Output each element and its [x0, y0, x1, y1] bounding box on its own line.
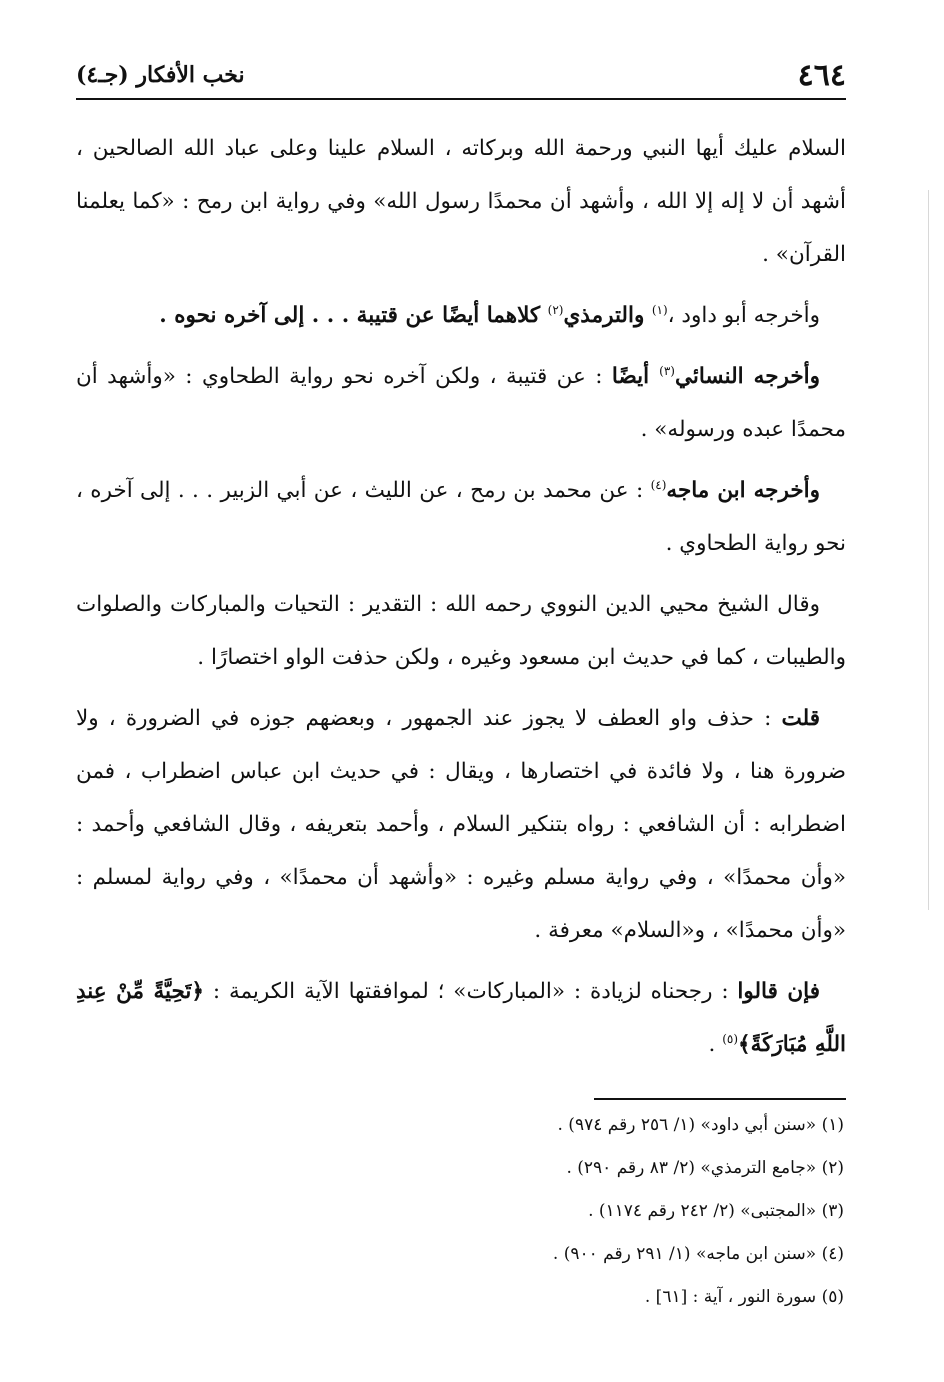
paragraph [76, 350, 846, 456]
footnote-ref: (٢) [547, 302, 564, 317]
bold-text: ﴿تَحِيَّةً مِّنْ عِندِ اللَّهِ مُبَارَكَةً﴾ [76, 979, 846, 1057]
footnote-ref: (٥) [722, 1031, 739, 1046]
footnotes [76, 1098, 846, 1319]
bold-text: وأخرجه ابن ماجه [666, 478, 820, 503]
page-number: ٤٦٤ [797, 57, 846, 93]
footnote-item: (١) «سنن أبي داود» (١/ ٢٥٦ رقم ٩٧٤) . [557, 1115, 844, 1135]
bold-text: كلاهما أيضًا عن قتيبة . . . إلى آخره نحوه . [159, 303, 548, 328]
footnote-ref: (٣) [659, 363, 675, 378]
text-run: : رجحناه لزيادة : «المباركات» ؛ لموافقتها الآية الكريمة : [203, 979, 738, 1004]
text-run: وأخرجه أبو داود ، [667, 303, 820, 328]
main-text [76, 122, 846, 1079]
bold-text: والترمذي [563, 303, 652, 328]
page-header [76, 52, 846, 100]
bold-text: أيضًا [611, 364, 660, 389]
scan-edge-line [928, 190, 929, 910]
text-run: : حذف واو العطف لا يجوز عند الجمهور ، وبعضهم جوزه في الضرورة ، ولا ضرورة هنا ، ولا فائدة في اختصارها ، ويقال : في حديث ابن عباس اضطراب ، فمن اضطرابه : أن الشافعي : رواه بتنكير السلام ، وأحمد بتعريفه ، وقال الشافعي وأحمد : «وأن محمدًا» ، وفي رواية مسلم وغيره : «وأشهد أن محمدًا» ، وفي رواية لمسلم : «وأن محمدًا» ، و«السلام» معرفة . [76, 706, 846, 943]
bold-text: فإن قالوا [737, 979, 821, 1004]
paragraph [76, 464, 846, 570]
footnote-item: (٥) سورة النور ، آية : [٦١] . [644, 1287, 844, 1307]
paragraph [76, 122, 846, 281]
paragraph [76, 965, 846, 1071]
footnote-ref: (٤) [650, 477, 667, 492]
bold-text: وأخرجه النسائي [674, 364, 820, 389]
running-title: نخب الأفكار (جـ٤) [76, 62, 245, 88]
text-run: . [708, 1032, 723, 1057]
footnote-separator [594, 1098, 846, 1100]
text-run: : عن قتيبة ، ولكن آخره نحو رواية الطحاوي : «وأشهد أن محمدًا عبده ورسوله» . [76, 364, 846, 442]
text-run: وقال الشيخ محيي الدين النووي رحمه الله : التقدير : التحيات والمباركات والصلوات والطيبات ، كما في حديث ابن مسعود وغيره ، ولكن حذفت الواو اختصارًا . [76, 592, 846, 670]
footnote-item: (٢) «جامع الترمذي» (٢/ ٨٣ رقم ٢٩٠) . [566, 1158, 844, 1178]
paragraph [76, 578, 846, 684]
footnote-ref: (١) [651, 302, 668, 317]
text-run: السلام عليك أيها النبي ورحمة الله وبركاته ، السلام علينا وعلى عباد الله الصالحين ، أشهد أن لا إله إلا الله ، وأشهد أن محمدًا رسول الله» وفي رواية ابن رمح : «كما يعلمنا القرآن» . [76, 136, 846, 267]
bold-text: قلت [781, 706, 820, 731]
text-run: : عن محمد بن رمح ، عن الليث ، عن أبي الزبير . . . إلى آخره ، نحو رواية الطحاوي . [76, 478, 846, 556]
paragraph [76, 692, 846, 957]
footnote-item: (٣) «المجتبى» (٢/ ٢٤٢ رقم ١١٧٤) . [588, 1201, 844, 1221]
footnote-item: (٤) «سنن ابن ماجه» (١/ ٢٩١ رقم ٩٠٠) . [552, 1244, 844, 1264]
paragraph [76, 289, 846, 342]
